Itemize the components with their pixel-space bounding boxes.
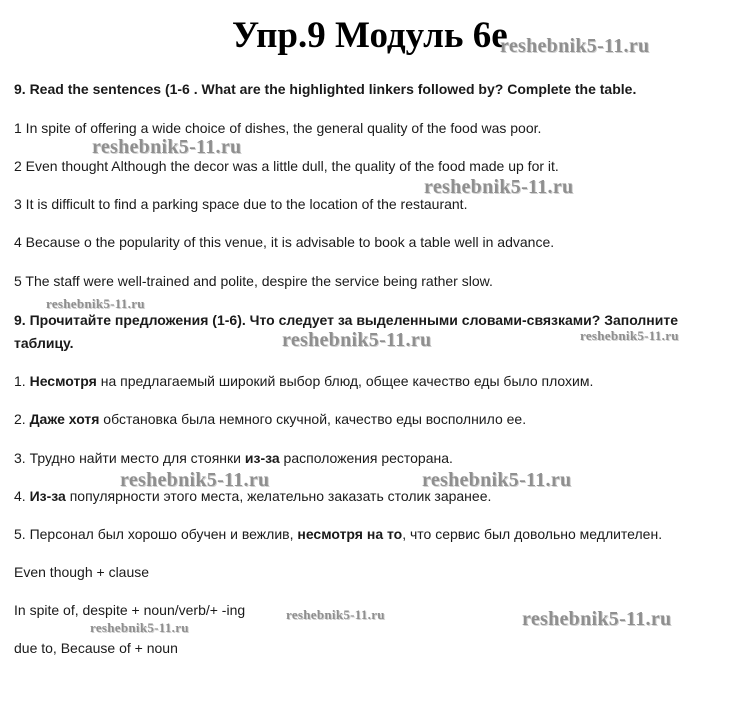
sentence-rest: на предлагаемый широкий выбор блюд, общее качество еды было плохим. [96, 373, 594, 389]
watermark: reshebnik5-11.ru [522, 608, 672, 630]
watermark: reshebnik5-11.ru [90, 620, 189, 635]
linker-highlight: несмотря на то [297, 526, 403, 542]
linker-highlight: Несмотря [29, 373, 97, 389]
russian-heading-line-2: таблицу. [14, 335, 74, 351]
sentence-prefix: 4. [14, 488, 30, 504]
english-sentence-2: 2 Even thought Although the decor was a little dull, the quality of the food made up for it. [14, 158, 559, 174]
sentence-prefix: 5. Персонал был хорошо обучен и вежлив, [14, 526, 298, 542]
linker-highlight: Из-за [29, 488, 66, 504]
sentence-rest: расположения ресторана. [279, 450, 453, 466]
sentence-prefix: 1. [14, 373, 30, 389]
sentence-prefix: 2. [14, 411, 30, 427]
linker-highlight: Даже хотя [29, 411, 100, 427]
watermark: reshebnik5-11.ru [282, 329, 432, 351]
english-sentence-4: 4 Because o the popularity of this venue, it is advisable to book a table well in advance. [14, 234, 555, 250]
answer-in-spite-of: In spite of, despite + noun/verb/+ -ing [14, 602, 246, 618]
linker-highlight: из-за [244, 450, 280, 466]
sentence-rest: , что сервис был довольно медлителен. [402, 526, 663, 542]
russian-sentence-1 [14, 373, 593, 389]
english-heading: 9. Read the sentences (1-6 . What are the highlighted linkers followed by? Complete the table. [14, 81, 637, 97]
watermark: reshebnik5-11.ru [286, 607, 385, 622]
watermark: reshebnik5-11.ru [422, 469, 572, 491]
watermark: reshebnik5-11.ru [92, 136, 242, 158]
watermark: reshebnik5-11.ru [46, 296, 145, 311]
english-sentence-5: 5 The staff were well-trained and polite, despire the service being rather slow. [14, 273, 493, 289]
sentence-rest: обстановка была немного скучной, качество еды восполнило ее. [99, 411, 527, 427]
russian-sentence-3 [14, 450, 453, 466]
russian-heading-line-1: 9. Прочитайте предложения (1-6). Что следует за выделенными словами-связками? Заполните [14, 312, 679, 328]
english-sentence-3: 3 It is difficult to find a parking space due to the location of the restaurant. [14, 196, 468, 212]
answer-due-to: due to, Because of + noun [14, 640, 178, 656]
answer-even-though: Even though + clause [14, 564, 150, 580]
watermark: reshebnik5-11.ru [424, 176, 574, 198]
russian-sentence-5 [14, 526, 662, 542]
sentence-prefix: 3. Трудно найти место для стоянки [14, 450, 245, 466]
english-sentence-1: 1 In spite of offering a wide choice of dishes, the general quality of the food was poor. [14, 120, 542, 136]
watermark: reshebnik5-11.ru [500, 35, 650, 57]
watermark: reshebnik5-11.ru [120, 469, 270, 491]
russian-sentence-2 [14, 411, 526, 427]
sentence-rest: популярности этого места, желательно заказать столик заранее. [65, 488, 492, 504]
watermark: reshebnik5-11.ru [580, 328, 679, 343]
page-title: Упр.9 Модуль 6е [232, 15, 508, 56]
